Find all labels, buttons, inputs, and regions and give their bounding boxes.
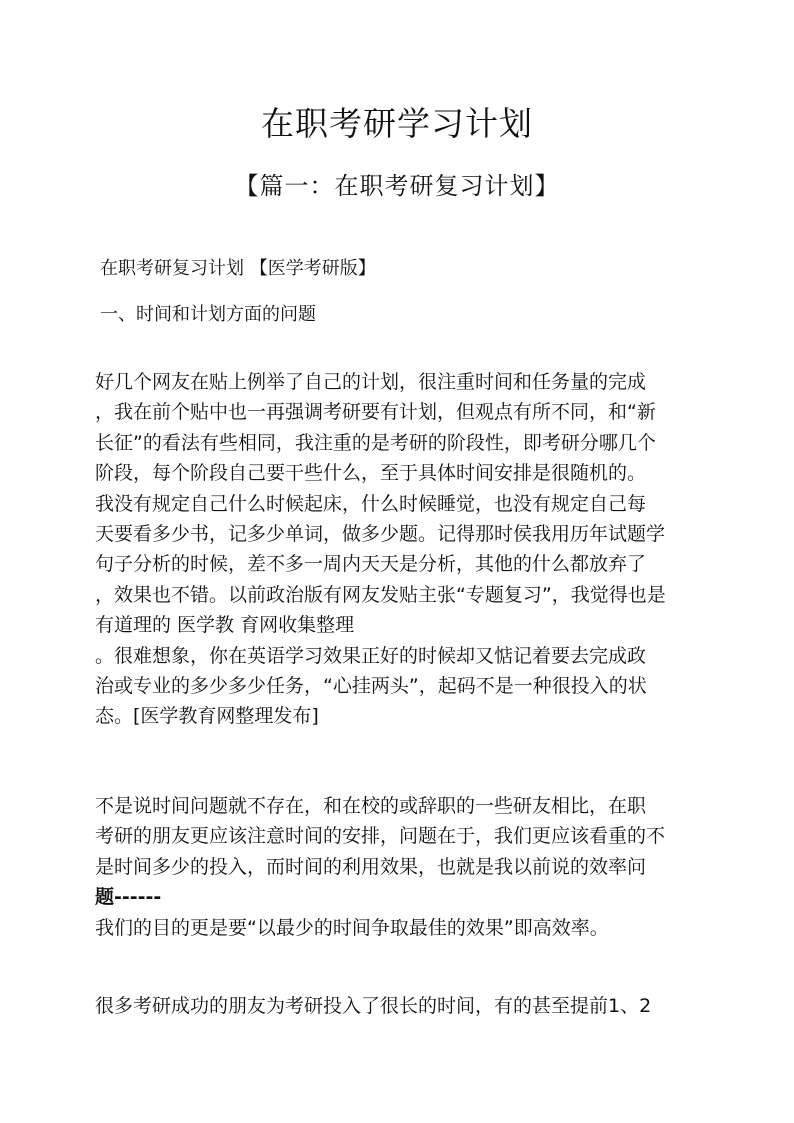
body-paragraph-1 (95, 367, 707, 732)
paragraph-line: 治或专业的多少多少任务，“心挂两头”，起码不是一种很投入的状 (95, 675, 647, 698)
paragraph-line: 阶段，每个阶段自己要干些什么，至于具体时间安排是很随机的。 (95, 462, 647, 485)
document-subtitle: 【篇一：在职考研复习计划】 (234, 172, 560, 200)
body-paragraph-3 (95, 991, 707, 1021)
body-paragraph-2 (95, 791, 707, 943)
section-heading: 在职考研复习计划 【医学考研版】 (100, 258, 376, 279)
paragraph-line: 好几个网友在贴上例举了自己的计划，很注重时间和任务量的完成 (95, 371, 647, 393)
paragraph-line: ，效果也不错。以前政治版有网友发贴主张“专题复习”，我觉得也是 (95, 583, 666, 606)
paragraph-line: 。很难想象，你在英语学习效果正好的时候却又惦记着要去完成政 (95, 644, 647, 667)
paragraph-line: 我们的目的更是要“以最少的时间争取最佳的效果”即高效率。 (95, 916, 609, 939)
paragraph-line: 态。[医学教育网整理发布] (95, 705, 319, 728)
paragraph-line: ，我在前个贴中也一再强调考研要有计划，但观点有所不同，和“新 (95, 401, 656, 424)
paragraph-line: 是时间多少的投入，而时间的利用效果，也就是我以前说的效率问 (95, 855, 647, 878)
paragraph-line: 天要看多少书，记多少单词，做多少题。记得那时侯我用历年试题学 (95, 523, 666, 546)
paragraph-line: 很多考研成功的朋友为考研投入了很长的时间，有的甚至提前1、2 (95, 995, 652, 1017)
paragraph-line: 题------ (95, 886, 162, 909)
paragraph-line: 有道理的 医学教 育网收集整理 (95, 614, 355, 637)
paragraph-line: 不是说时间问题就不存在，和在校的或辞职的一些研友相比，在职 (95, 795, 647, 817)
paragraph-line: 句子分析的时候，差不多一周内天天是分析，其他的什么都放弃了 (95, 553, 647, 576)
paragraph-line: 我没有规定自己什么时候起床，什么时候睡觉，也没有规定自己每 (95, 492, 647, 515)
paragraph-line: 长征”的看法有些相同，我注重的是考研的阶段性，即考研分哪几个 (95, 431, 656, 454)
subsection-heading: 一、时间和计划方面的问题 (100, 304, 316, 325)
document-title: 在职考研学习计划 (261, 104, 533, 143)
paragraph-line: 考研的朋友更应该注意时间的安排，问题在于，我们更应该看重的不 (95, 825, 666, 848)
